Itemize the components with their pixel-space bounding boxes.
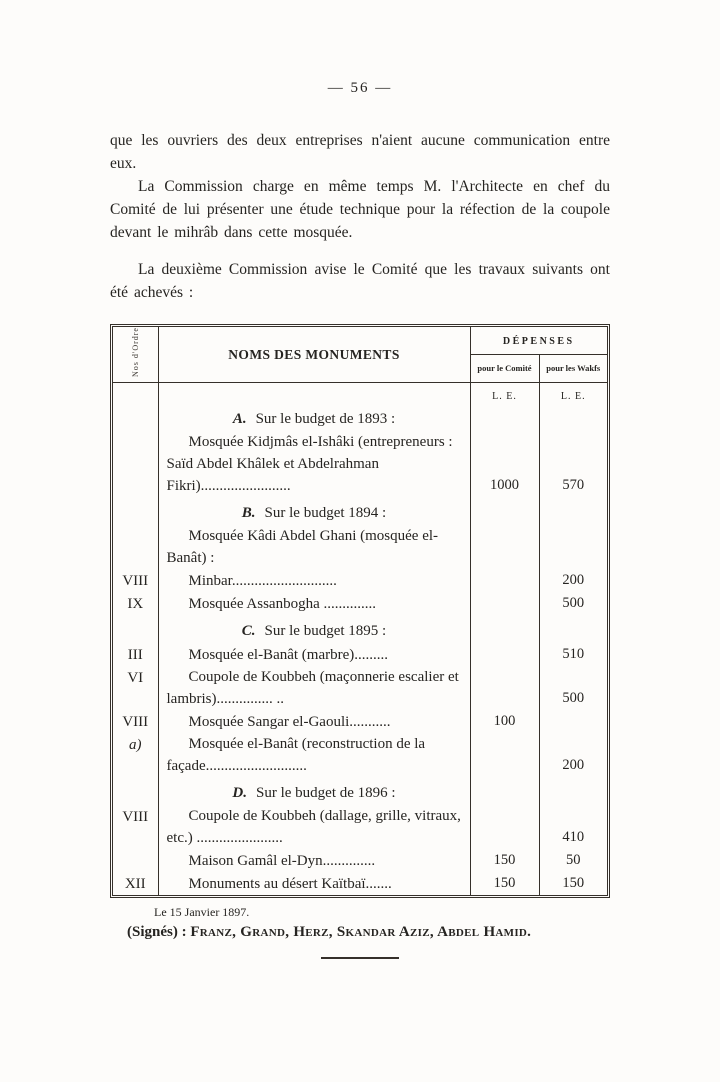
- section-title: Sur le budget de 1893 :: [255, 411, 396, 427]
- comite-cell: [470, 733, 539, 777]
- signed-label: (Signés) :: [127, 924, 187, 940]
- monuments-table: [113, 327, 607, 895]
- paragraph-deuxieme-commission: La deuxième Commission avise le Comité que les travaux suivants ont été achevés :: [110, 261, 610, 301]
- comite-cell: 100: [470, 710, 539, 733]
- order-cell: XII: [113, 872, 158, 895]
- monument-cell: Mosquée Kâdi Abdel Ghani (mosquée el-Banât) :: [158, 525, 470, 569]
- table-row: [113, 592, 607, 615]
- order-cell: VIII: [113, 805, 158, 849]
- order-cell: IX: [113, 592, 158, 615]
- wakfs-cell: 200: [562, 572, 585, 588]
- paragraph-continuation: que les ouvriers des deux entreprises n'aient aucune communication entre eux.: [110, 132, 610, 172]
- monument-cell: Mosquée Sangar el-Gaouli...........: [158, 710, 470, 733]
- currency-comite: L. E.: [470, 383, 539, 404]
- wakfs-cell: 410: [562, 829, 585, 845]
- comite-cell: 150: [470, 872, 539, 895]
- comite-cell: [470, 525, 539, 569]
- table-row: [113, 643, 607, 666]
- section-heading: [158, 777, 470, 805]
- order-column-header: [113, 327, 158, 383]
- date-line: Le 15 Janvier 1897.: [154, 905, 250, 919]
- section-row-c: [113, 615, 607, 643]
- monument-cell: Coupole de Koubbeh (dallage, grille, vitraux, etc.) .......................: [158, 805, 470, 849]
- monument-cell: Mosquée Assanbogha ..............: [158, 592, 470, 615]
- section-title: Sur le budget 1894 :: [264, 505, 387, 521]
- comite-cell: [470, 592, 539, 615]
- wakfs-cell: 500: [562, 690, 585, 706]
- comite-cell: 1000: [470, 431, 539, 497]
- section-row-a: [113, 403, 607, 431]
- order-cell: [113, 849, 158, 872]
- section-heading: [158, 497, 470, 525]
- table-row: [113, 525, 607, 569]
- currency-wakfs: L. E.: [560, 391, 586, 402]
- paragraph-commission: La Commission charge en même temps M. l'Architecte en chef du Comité de lui présenter une étude technique pour la réfection de la coupole devant le mihrâb dans cette mosquée.: [110, 178, 610, 241]
- order-cell: VIII: [113, 569, 158, 592]
- currency-row: [113, 383, 607, 404]
- wakfs-cell: 500: [562, 595, 585, 611]
- monument-cell: Mosquée el-Banât (reconstruction de la façade...........................: [158, 733, 470, 777]
- section-title: Sur le budget 1895 :: [264, 623, 387, 639]
- monuments-table-frame: [110, 324, 610, 898]
- monument-cell: Mosquée el-Banât (marbre).........: [158, 643, 470, 666]
- comite-cell: [470, 569, 539, 592]
- monument-cell: Minbar............................: [158, 569, 470, 592]
- table-header-row: [113, 327, 607, 354]
- section-row-d: [113, 777, 607, 805]
- monument-cell: Maison Gamâl el-Dyn..............: [158, 849, 470, 872]
- comite-cell: 150: [470, 849, 539, 872]
- section-letter: B.: [241, 505, 256, 521]
- order-cell: [113, 525, 158, 569]
- page-number: — 56 —: [327, 80, 393, 96]
- comite-column-header: pour le Comité: [470, 354, 539, 382]
- monument-cell: Monuments au désert Kaïtbaï.......: [158, 872, 470, 895]
- table-row: [113, 872, 607, 895]
- order-cell: [113, 431, 158, 497]
- section-row-b: [113, 497, 607, 525]
- table-row: [113, 849, 607, 872]
- wakfs-cell: 200: [562, 757, 585, 773]
- signatures-line: [127, 924, 610, 941]
- monument-cell: Mosquée Kidjmâs el-Ishâki (entrepreneurs : Saïd Abdel Khâlek et Abdelrahman Fikri)........................: [158, 431, 470, 497]
- signature-names: Franz, Grand, Herz, Skandar Aziz, Abdel Hamid.: [190, 924, 532, 940]
- section-letter: C.: [241, 623, 256, 639]
- comite-cell: [470, 643, 539, 666]
- monuments-column-header: NOMS DES MONUMENTS: [158, 327, 470, 383]
- order-column-header-label: Nos d'Ordre: [130, 327, 140, 377]
- wakfs-cell: [539, 710, 607, 733]
- order-cell: VI: [113, 666, 158, 710]
- section-letter: D.: [232, 785, 247, 801]
- order-cell: VIII: [113, 710, 158, 733]
- wakfs-cell: 150: [562, 875, 585, 891]
- wakfs-cell: 570: [562, 477, 585, 493]
- order-cell: a): [113, 733, 158, 777]
- wakfs-cell: 50: [566, 852, 581, 868]
- order-cell: III: [113, 643, 158, 666]
- wakfs-cell: [539, 525, 607, 569]
- wakfs-column-header: pour les Wakfs: [539, 354, 607, 382]
- section-heading: [158, 403, 470, 431]
- section-end-rule: [321, 957, 399, 959]
- monument-cell: Coupole de Koubbeh (maçonnerie escalier et lambris)............... ..: [158, 666, 470, 710]
- table-row: [113, 733, 607, 777]
- wakfs-cell: 510: [562, 646, 585, 662]
- table-row: [113, 569, 607, 592]
- table-row: [113, 710, 607, 733]
- depenses-header: DÉPENSES: [470, 327, 607, 354]
- table-row: [113, 431, 607, 497]
- comite-cell: [470, 666, 539, 710]
- comite-cell: [470, 805, 539, 849]
- section-heading: [158, 615, 470, 643]
- section-letter: A.: [232, 411, 247, 427]
- table-row: [113, 666, 607, 710]
- table-row: [113, 805, 607, 849]
- section-title: Sur le budget de 1896 :: [256, 785, 396, 801]
